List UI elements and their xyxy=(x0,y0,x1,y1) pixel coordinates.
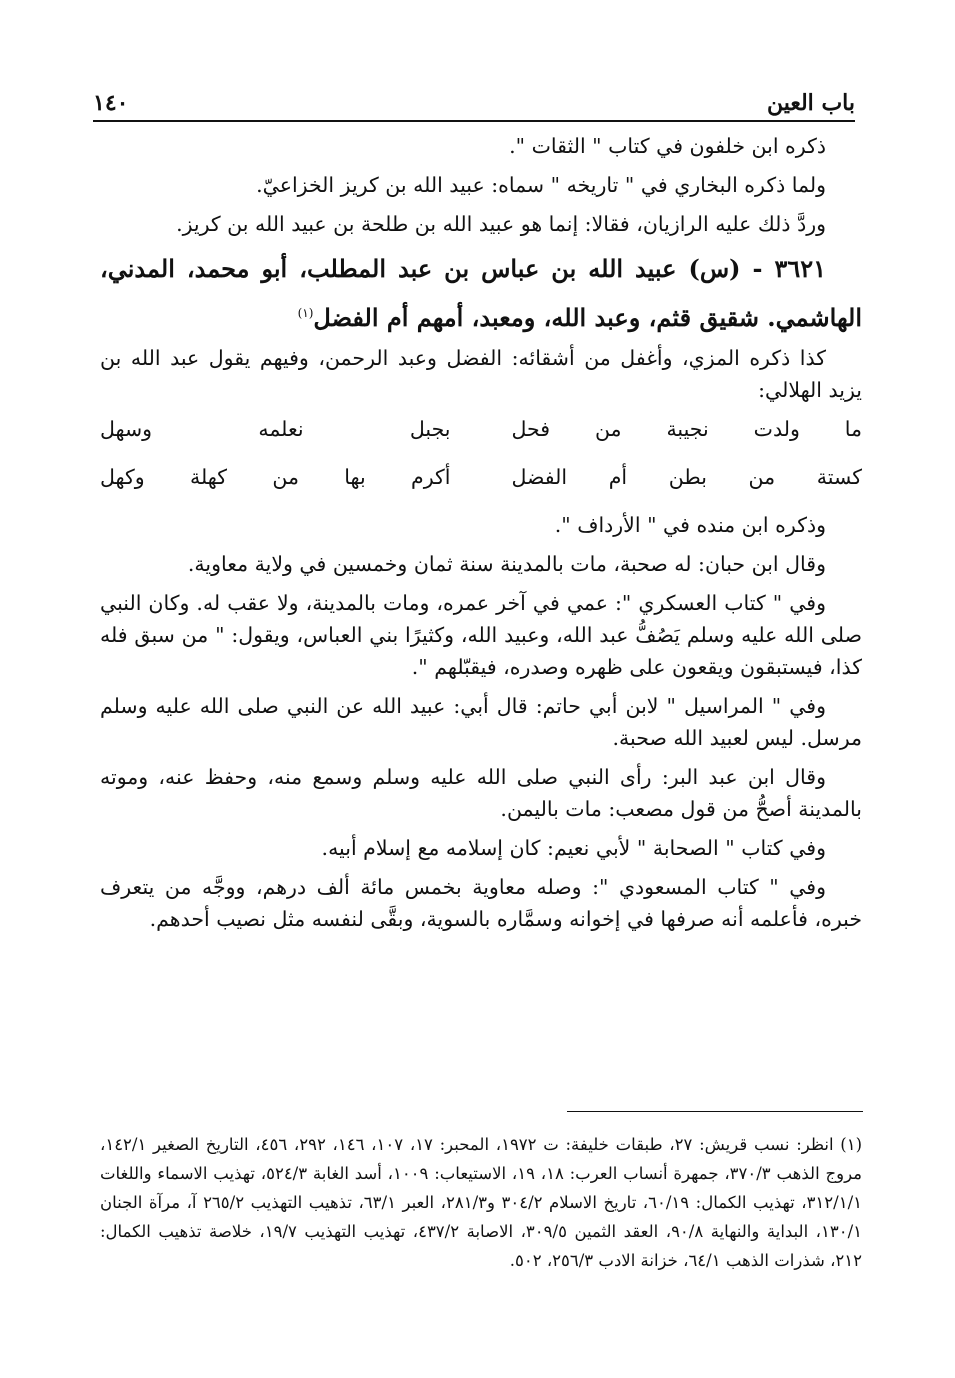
poem-verse xyxy=(100,461,862,493)
paragraph: وفي " كتاب العسكري ": عمي في آخر عمره، ومات بالمدينة، ولا عقب له. وكان النبي صلى الله عليه وسلم يَصُفُّ عبد الله، وعبيد الله، وكثيرًا بني العباس، ويقول: " من سبق فله كذا، فيستبقون ويقعون على ظهره وصدره، فيقبّلهم ". xyxy=(100,591,862,679)
footnote-divider xyxy=(567,1111,863,1112)
hemistich: أكرم بها من كهلة وكهل xyxy=(100,465,451,489)
entry-heading xyxy=(100,247,862,340)
poem-verse xyxy=(100,413,862,445)
hemistich: بجبل نعلمه وسهل xyxy=(100,417,451,441)
paragraph: وفي كتاب " الصحابة " لأبي نعيم: كان إسلامه مع إسلام أبيه. xyxy=(321,836,826,860)
hemistich: ما ولدت نجيبة من فحل xyxy=(511,417,862,441)
paragraph: وذكره ابن منده في " الأرداف ". xyxy=(554,513,826,537)
chapter-title: باب العين xyxy=(766,90,855,116)
paragraph: وردَّ ذلك عليه الرازيان، فقالا: إنما هو عبيد الله بن طلحة بن عبيد الله بن كريز. xyxy=(176,212,826,236)
page-header xyxy=(93,72,855,122)
paragraph: وفي " المراسيل " لابن أبي حاتم: قال أبي: عبيد الله عن النبي صلى الله عليه وسلم مرسل. ليس لعبيد الله صحبة. xyxy=(100,694,862,750)
paragraph: وفي " كتاب المسعودي ": وصله معاوية بخمس مائة ألف درهم، ووجَّه من يتعرف خبره، فأعلمه أنه صرفها في إخوانه وسمَّاره بالسوية، وبقَّى لنفسه مثل نصيب أحدهم. xyxy=(100,875,862,931)
page-number: ١٤٠ xyxy=(93,90,129,116)
main-text xyxy=(100,130,862,942)
paragraph: كذا ذكره المزي، وأغفل من أشقائه: الفضل وعبد الرحمن، وفيهم يقول عبد الله بن يزيد الهلالي: xyxy=(100,346,862,402)
paragraph: وقال ابن حبان: له صحبة، مات بالمدينة سنة ثمان وخمسين في ولاية معاوية. xyxy=(187,552,826,576)
footnote-ref: (١) xyxy=(297,306,314,320)
hemistich: كستة من بطن أم الفضل xyxy=(511,465,862,489)
entry-heading-text: ٣٦٢١ - (س) عبيد الله بن عباس بن عبد المطلب، أبو محمد، المدني، الهاشمي. شقيق قثم، وعبد الله، ومعبد، أمهم أم الفضل xyxy=(100,254,862,332)
paragraph: ولما ذكره البخاري في " تاريخه " سماه: عبيد الله بن كريز الخزاعيّ. xyxy=(256,173,826,197)
footnote: (١) انظر: نسب قريش: ٢٧، طبقات خليفة: ت ١٩٧٢، المحبر: ١٧، ١٠٧، ١٤٦، ٢٩٢، ٤٥٦، التاريخ الصغير ١٤٢/١، مروج الذهب ٣٧٠/٣، جمهرة أنساب العرب: ١٨، ١٩، الاستيعاب: ١٠٠٩، أسد الغابة ٥٢٤/٣، تهذيب الاسماء واللغات ٣١٢/١/١، تهذيب الكمال: ٦٠/١٩، تاريخ الاسلام ٣٠٤/٢ و٢٨١/٣، العبر ٦٣/١، تذهيب التهذيب ٢٦٥/٢ آ، مرآة الجنان ١٣٠/١، البداية والنهاية ٩٠/٨، العقد الثمين ٣٠٩/٥، الاصابة ٤٣٧/٢، تهذيب التهذيب ١٩/٧، خلاصة تذهيب الكمال: ٢١٢، شذرات الذهب ٦٤/١، خزانة الادب ٢٥٦/٣، ٥٠٢. xyxy=(100,1135,863,1270)
paragraph: وقال ابن عبد البر: رأى النبي صلى الله عليه وسلم وسمع منه، وحفظ عنه، وموته بالمدينة أصحُّ من قول مصعب: مات باليمن. xyxy=(100,765,862,821)
paragraph: ذكره ابن خلفون في كتاب " الثقات ". xyxy=(509,134,826,158)
